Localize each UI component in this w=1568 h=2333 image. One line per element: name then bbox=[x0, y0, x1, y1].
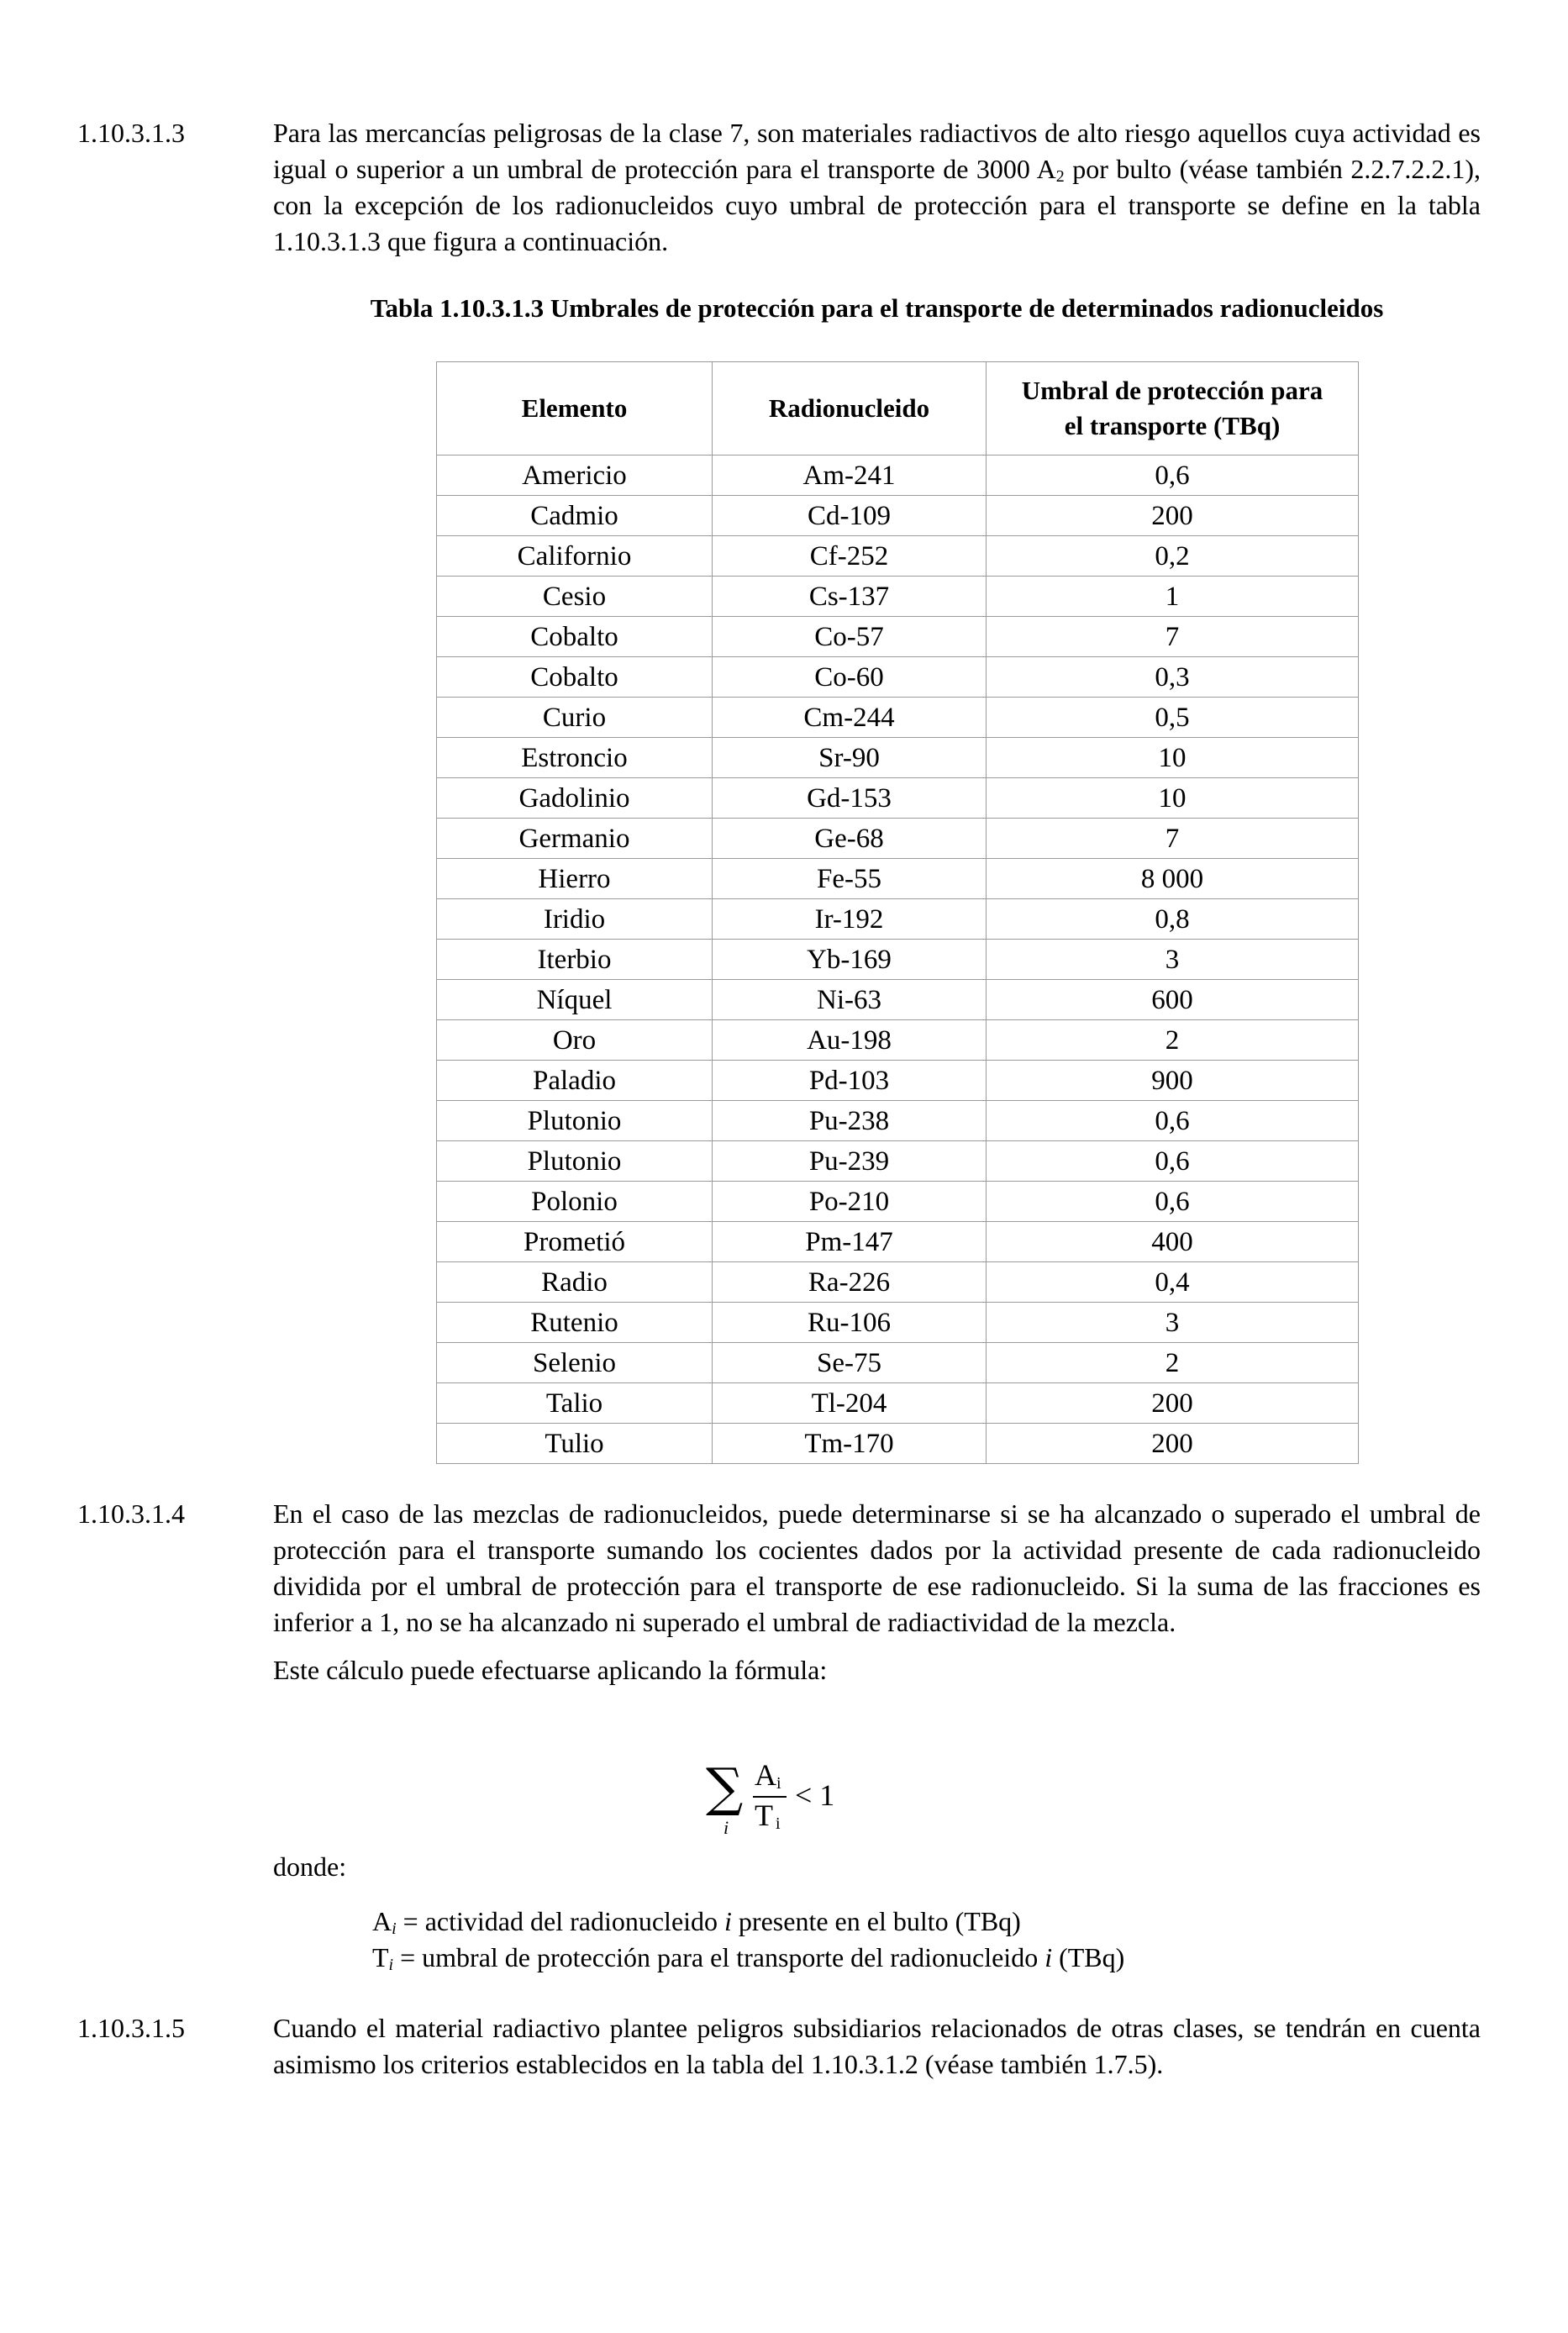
table-row bbox=[437, 1182, 1359, 1222]
cell-radionuclide: Sr-90 bbox=[713, 738, 987, 778]
header-element: Elemento bbox=[437, 362, 713, 456]
table-row bbox=[437, 1061, 1359, 1101]
section-1-10-3-1-4 bbox=[77, 1496, 1489, 1688]
text-part-b: por bulto (véase también 2.2.7.2.2.1), con la excepción de los radionucleidos cuyo umbral de protección para el transporte se define en la tabla 1.10.3.1.3 que figura a continuación. bbox=[273, 154, 1481, 256]
table-row bbox=[437, 1262, 1359, 1303]
cell-threshold: 8 000 bbox=[987, 859, 1359, 899]
cell-radionuclide: Cs-137 bbox=[713, 577, 987, 617]
section-body bbox=[273, 1496, 1481, 1688]
table-row bbox=[437, 778, 1359, 819]
cell-radionuclide: Tm-170 bbox=[713, 1424, 987, 1464]
cell-element: Talio bbox=[437, 1383, 713, 1424]
cell-threshold: 200 bbox=[987, 1424, 1359, 1464]
section-paragraph: En el caso de las mezclas de radionucleidos, puede determinarse si se ha alcanzado o superado el umbral de protección para el transporte sumando los cocientes dados por la actividad presente de cada radionucleido dividida por el umbral de protección para el transporte de ese radionucleido. Si la suma de las fracciones es inferior a 1, no se ha alcanzado ni superado el umbral de radiactividad de la mezcla. bbox=[273, 1498, 1481, 1637]
table-caption: Tabla 1.10.3.1.3 Umbrales de protección para el transporte de determinados radionucleidos bbox=[370, 293, 1384, 323]
cell-radionuclide: Ra-226 bbox=[713, 1262, 987, 1303]
cell-radionuclide: Ru-106 bbox=[713, 1303, 987, 1343]
section-number: 1.10.3.1.5 bbox=[77, 2013, 185, 2043]
definitions-body bbox=[273, 1849, 1481, 1976]
cell-element: Americio bbox=[437, 456, 713, 496]
section-paragraph bbox=[273, 115, 1481, 260]
subscript: 2 bbox=[1055, 167, 1065, 186]
cell-threshold: 0,6 bbox=[987, 1141, 1359, 1182]
table-row bbox=[437, 657, 1359, 698]
cell-threshold: 0,6 bbox=[987, 1101, 1359, 1141]
cell-threshold: 7 bbox=[987, 819, 1359, 859]
cell-radionuclide: Fe-55 bbox=[713, 859, 987, 899]
cell-radionuclide: Po-210 bbox=[713, 1182, 987, 1222]
table-header-row bbox=[437, 362, 1359, 456]
table-row bbox=[437, 1343, 1359, 1383]
def-text-a: = actividad del radionucleido bbox=[396, 1906, 725, 1936]
cell-element: Níquel bbox=[437, 980, 713, 1020]
cell-radionuclide: Cd-109 bbox=[713, 496, 987, 536]
cell-threshold: 0,6 bbox=[987, 1182, 1359, 1222]
cell-radionuclide: Ge-68 bbox=[713, 819, 987, 859]
section-1-10-3-1-5 bbox=[77, 2010, 1489, 2083]
def-symbol: A bbox=[372, 1906, 392, 1936]
table-row bbox=[437, 1101, 1359, 1141]
def-var: i bbox=[724, 1906, 732, 1936]
cell-radionuclide: Co-57 bbox=[713, 617, 987, 657]
cell-threshold: 2 bbox=[987, 1343, 1359, 1383]
cell-threshold: 0,6 bbox=[987, 456, 1359, 496]
def-symbol: T bbox=[372, 1942, 389, 1972]
cell-radionuclide: Se-75 bbox=[713, 1343, 987, 1383]
cell-radionuclide: Tl-204 bbox=[713, 1383, 987, 1424]
cell-element: Estroncio bbox=[437, 738, 713, 778]
table-row bbox=[437, 1303, 1359, 1343]
table-row bbox=[437, 496, 1359, 536]
table-row bbox=[437, 859, 1359, 899]
table-row bbox=[437, 738, 1359, 778]
cell-threshold: 0,2 bbox=[987, 536, 1359, 577]
cell-threshold: 10 bbox=[987, 738, 1359, 778]
cell-radionuclide: Gd-153 bbox=[713, 778, 987, 819]
cell-radionuclide: Pu-238 bbox=[713, 1101, 987, 1141]
cell-element: Germanio bbox=[437, 819, 713, 859]
cell-threshold: 0,3 bbox=[987, 657, 1359, 698]
donde-label: donde: bbox=[273, 1851, 347, 1882]
cell-element: Plutonio bbox=[437, 1141, 713, 1182]
denominator-subscript: i bbox=[776, 1814, 781, 1833]
def-text-b: presente en el bulto (TBq) bbox=[731, 1906, 1021, 1936]
def-text-a: = umbral de protección para el transporte del radionucleido bbox=[393, 1942, 1045, 1972]
cell-element: Oro bbox=[437, 1020, 713, 1061]
sum-formula bbox=[706, 1756, 874, 1849]
cell-element: Iridio bbox=[437, 899, 713, 940]
section-number: 1.10.3.1.3 bbox=[77, 118, 185, 148]
cell-radionuclide: Yb-169 bbox=[713, 940, 987, 980]
definition-a bbox=[372, 1904, 1481, 1940]
table-row bbox=[437, 899, 1359, 940]
definition-t bbox=[372, 1940, 1481, 1976]
cell-element: Polonio bbox=[437, 1182, 713, 1222]
cell-element: Tulio bbox=[437, 1424, 713, 1464]
cell-element: Hierro bbox=[437, 859, 713, 899]
table-row bbox=[437, 1141, 1359, 1182]
table-row bbox=[437, 1222, 1359, 1262]
table-row bbox=[437, 698, 1359, 738]
cell-radionuclide: Pu-239 bbox=[713, 1141, 987, 1182]
definitions-block bbox=[77, 1849, 1489, 1976]
cell-element: Cobalto bbox=[437, 657, 713, 698]
cell-radionuclide: Pm-147 bbox=[713, 1222, 987, 1262]
cell-radionuclide: Co-60 bbox=[713, 657, 987, 698]
section-number: 1.10.3.1.4 bbox=[77, 1498, 185, 1529]
cell-element: Iterbio bbox=[437, 940, 713, 980]
formula-relation: < 1 bbox=[795, 1778, 835, 1812]
cell-element: Gadolinio bbox=[437, 778, 713, 819]
cell-threshold: 3 bbox=[987, 940, 1359, 980]
cell-threshold: 0,8 bbox=[987, 899, 1359, 940]
cell-radionuclide: Ir-192 bbox=[713, 899, 987, 940]
def-text-b: (TBq) bbox=[1052, 1942, 1125, 1972]
cell-threshold: 1 bbox=[987, 577, 1359, 617]
definitions-list bbox=[372, 1904, 1481, 1976]
table-row bbox=[437, 819, 1359, 859]
table-row bbox=[437, 456, 1359, 496]
header-radionuclide: Radionucleido bbox=[713, 362, 987, 456]
table-row bbox=[437, 1424, 1359, 1464]
cell-threshold: 0,5 bbox=[987, 698, 1359, 738]
def-subscript: i bbox=[392, 1920, 397, 1938]
cell-threshold: 200 bbox=[987, 496, 1359, 536]
cell-element: Californio bbox=[437, 536, 713, 577]
cell-threshold: 2 bbox=[987, 1020, 1359, 1061]
cell-radionuclide: Au-198 bbox=[713, 1020, 987, 1061]
cell-radionuclide: Ni-63 bbox=[713, 980, 987, 1020]
table-row bbox=[437, 1020, 1359, 1061]
table-row bbox=[437, 577, 1359, 617]
section-body bbox=[273, 2010, 1481, 2083]
formula-intro: Este cálculo puede efectuarse aplicando la fórmula: bbox=[273, 1655, 828, 1685]
table-row bbox=[437, 980, 1359, 1020]
cell-element: Curio bbox=[437, 698, 713, 738]
cell-element: Paladio bbox=[437, 1061, 713, 1101]
cell-radionuclide: Am-241 bbox=[713, 456, 987, 496]
cell-threshold: 0,4 bbox=[987, 1262, 1359, 1303]
sum-index: i bbox=[723, 1817, 729, 1838]
cell-radionuclide: Pd-103 bbox=[713, 1061, 987, 1101]
text-part-a: Para las mercancías peligrosas de la clase 7, son materiales radiactivos de alto riesgo aquellos cuya actividad es igual o superior a un umbral de protección para el transporte de 3000 A bbox=[273, 118, 1481, 184]
cell-element: Cobalto bbox=[437, 617, 713, 657]
table-row bbox=[437, 940, 1359, 980]
cell-threshold: 900 bbox=[987, 1061, 1359, 1101]
section-paragraph: Cuando el material radiactivo plantee peligros subsidiarios relacionados de otras clases, se tendrán en cuenta asimismo los criterios establecidos en la tabla del 1.10.3.1.2 (véase también 1.7.5). bbox=[273, 2013, 1481, 2079]
cell-threshold: 600 bbox=[987, 980, 1359, 1020]
cell-radionuclide: Cm-244 bbox=[713, 698, 987, 738]
fraction-denominator: T bbox=[755, 1798, 773, 1832]
radionuclide-table bbox=[436, 361, 1359, 1464]
cell-threshold: 3 bbox=[987, 1303, 1359, 1343]
cell-element: Cesio bbox=[437, 577, 713, 617]
cell-threshold: 200 bbox=[987, 1383, 1359, 1424]
cell-radionuclide: Cf-252 bbox=[713, 536, 987, 577]
fraction-numerator: A bbox=[755, 1758, 776, 1792]
cell-element: Rutenio bbox=[437, 1303, 713, 1343]
cell-threshold: 400 bbox=[987, 1222, 1359, 1262]
cell-element: Cadmio bbox=[437, 496, 713, 536]
cell-threshold: 7 bbox=[987, 617, 1359, 657]
cell-element: Radio bbox=[437, 1262, 713, 1303]
cell-element: Plutonio bbox=[437, 1101, 713, 1141]
table-row bbox=[437, 536, 1359, 577]
table-row bbox=[437, 1383, 1359, 1424]
section-1-10-3-1-3 bbox=[77, 115, 1489, 260]
table-row bbox=[437, 617, 1359, 657]
section-body bbox=[273, 115, 1481, 260]
def-var: i bbox=[1044, 1942, 1053, 1972]
numerator-subscript: i bbox=[776, 1774, 781, 1793]
sum-symbol: ∑ bbox=[706, 1756, 744, 1818]
cell-element: Selenio bbox=[437, 1343, 713, 1383]
cell-threshold: 10 bbox=[987, 778, 1359, 819]
def-subscript: i bbox=[388, 1956, 394, 1974]
header-threshold: Umbral de protección para el transporte (TBq) bbox=[987, 362, 1359, 456]
cell-element: Prometió bbox=[437, 1222, 713, 1262]
